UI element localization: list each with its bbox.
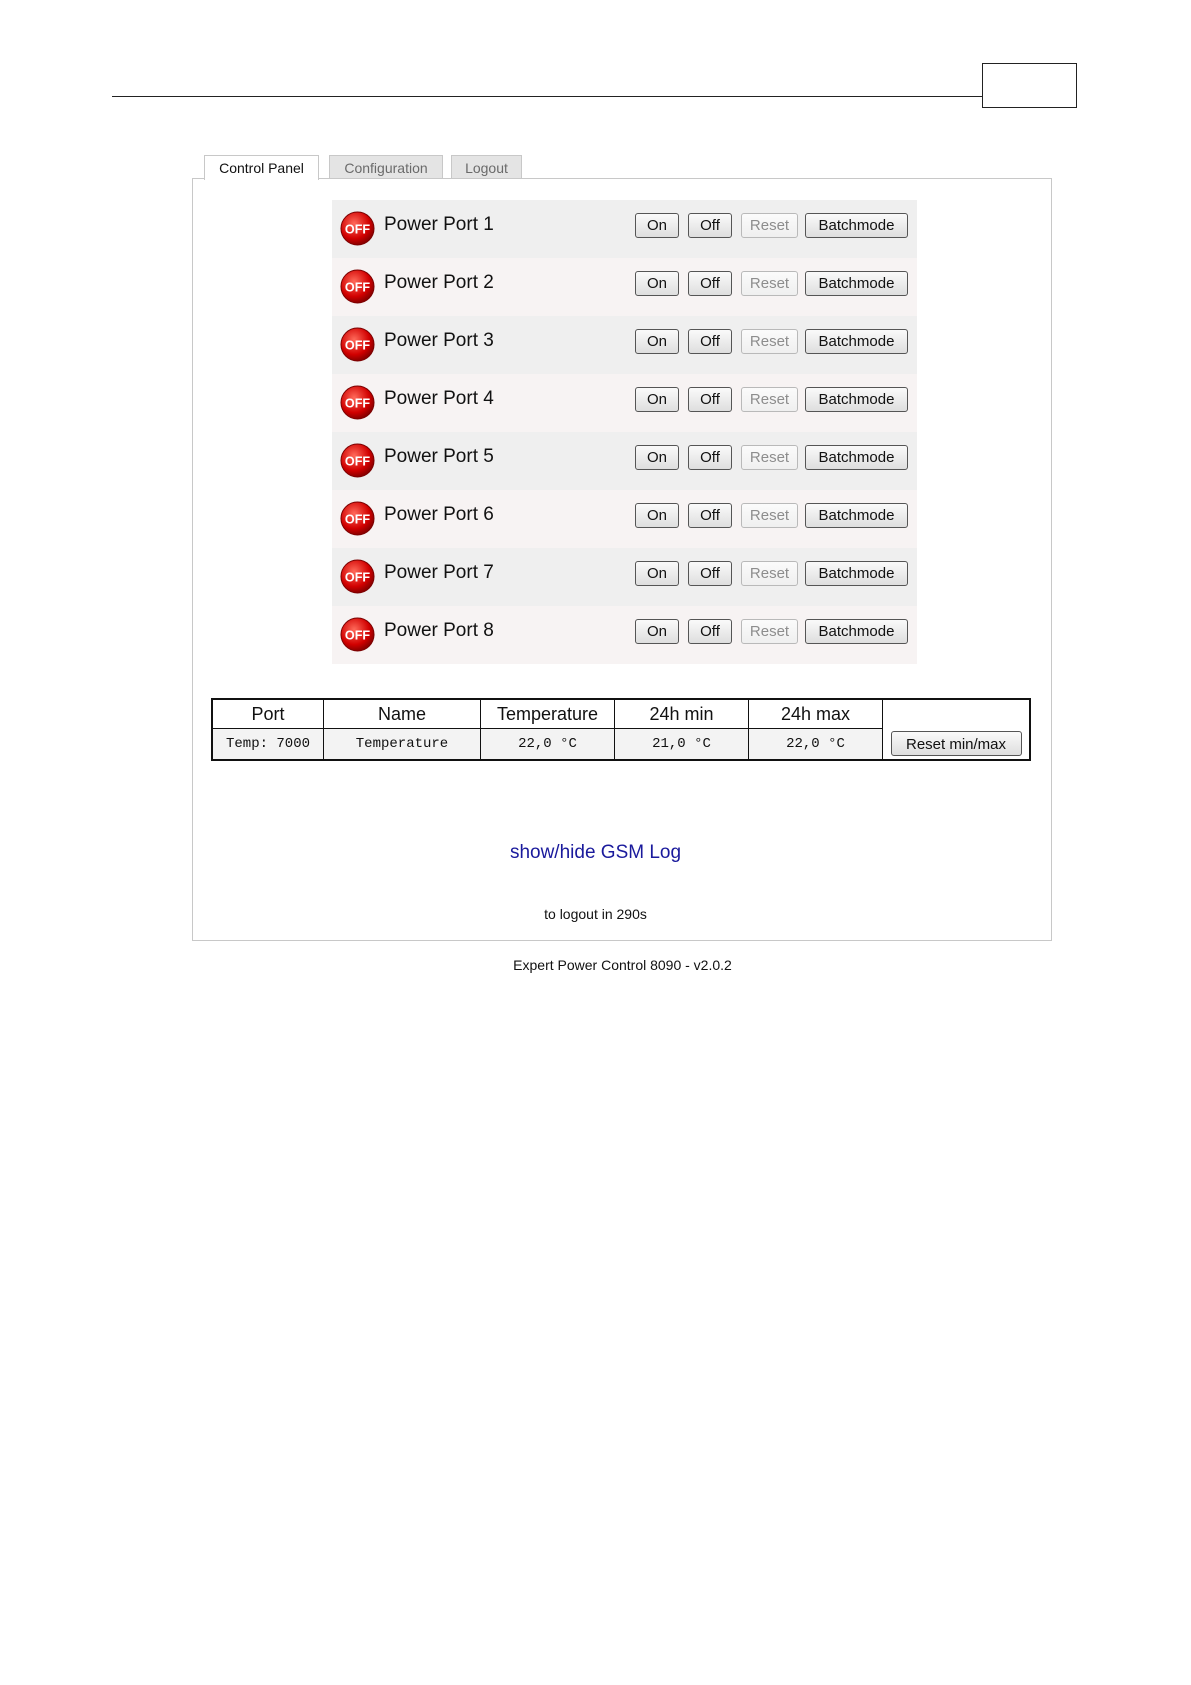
port-label: Power Port 8	[384, 620, 494, 641]
off-button[interactable]: Off	[688, 213, 732, 238]
on-button[interactable]: On	[635, 503, 679, 528]
off-button[interactable]: Off	[688, 271, 732, 296]
off-icon-text: OFF	[344, 280, 371, 295]
off-icon-text: OFF	[344, 570, 371, 585]
port-row	[332, 258, 917, 316]
off-button[interactable]: Off	[688, 445, 732, 470]
port-label: Power Port 3	[384, 330, 494, 351]
reset-min-max-button[interactable]: Reset min/max	[891, 731, 1022, 756]
batchmode-button[interactable]: Batchmode	[805, 503, 908, 528]
page-header-rule	[112, 96, 982, 97]
off-icon-text: OFF	[344, 628, 371, 643]
reset-button: Reset	[741, 387, 798, 412]
column-header-temperature: Temperature	[481, 699, 615, 729]
port-row	[332, 374, 917, 432]
column-header-name: Name	[324, 699, 481, 729]
table-header-row	[212, 699, 1030, 729]
on-button[interactable]: On	[635, 387, 679, 412]
power-off-status-icon	[340, 269, 375, 304]
port-label: Power Port 5	[384, 446, 494, 467]
tab-control-panel[interactable]: Control Panel	[204, 155, 319, 180]
port-label: Power Port 4	[384, 388, 494, 409]
on-button[interactable]: On	[635, 619, 679, 644]
off-button[interactable]: Off	[688, 503, 732, 528]
off-icon-text: OFF	[344, 396, 371, 411]
off-button[interactable]: Off	[688, 619, 732, 644]
tab-configuration[interactable]: Configuration	[329, 155, 443, 179]
on-button[interactable]: On	[635, 445, 679, 470]
on-button[interactable]: On	[635, 213, 679, 238]
reset-button: Reset	[741, 561, 798, 586]
column-header-24h-max: 24h max	[749, 699, 883, 729]
batchmode-button[interactable]: Batchmode	[805, 271, 908, 296]
port-label: Power Port 7	[384, 562, 494, 583]
off-button[interactable]: Off	[688, 561, 732, 586]
cell-temperature: 22,0 °C	[481, 729, 615, 761]
column-header-port: Port	[212, 699, 324, 729]
on-button[interactable]: On	[635, 329, 679, 354]
reset-button: Reset	[741, 619, 798, 644]
port-label: Power Port 1	[384, 214, 494, 235]
power-off-status-icon	[340, 385, 375, 420]
cell-24h-max: 22,0 °C	[749, 729, 883, 761]
port-row	[332, 548, 917, 606]
batchmode-button[interactable]: Batchmode	[805, 387, 908, 412]
on-button[interactable]: On	[635, 271, 679, 296]
temperature-table	[211, 698, 1031, 761]
cell-actions	[883, 729, 1031, 761]
power-off-status-icon	[340, 443, 375, 478]
power-off-status-icon	[340, 501, 375, 536]
tab-logout[interactable]: Logout	[451, 155, 522, 179]
batchmode-button[interactable]: Batchmode	[805, 213, 908, 238]
power-off-status-icon	[340, 327, 375, 362]
off-button[interactable]: Off	[688, 387, 732, 412]
batchmode-button[interactable]: Batchmode	[805, 329, 908, 354]
column-header-actions	[883, 699, 1031, 729]
power-off-status-icon	[340, 617, 375, 652]
reset-button: Reset	[741, 329, 798, 354]
port-label: Power Port 6	[384, 504, 494, 525]
power-off-status-icon	[340, 559, 375, 594]
off-icon-text: OFF	[344, 454, 371, 469]
batchmode-button[interactable]: Batchmode	[805, 561, 908, 586]
port-row	[332, 490, 917, 548]
off-icon-text: OFF	[344, 222, 371, 237]
off-icon-text: OFF	[344, 338, 371, 353]
port-row	[332, 606, 917, 664]
page-number-box	[982, 63, 1077, 108]
footer-version: Expert Power Control 8090 - v2.0.2	[513, 957, 732, 973]
port-row	[332, 200, 917, 258]
reset-button: Reset	[741, 213, 798, 238]
logout-timer: to logout in 290s	[544, 906, 647, 922]
reset-button: Reset	[741, 445, 798, 470]
port-label: Power Port 2	[384, 272, 494, 293]
off-icon-text: OFF	[344, 512, 371, 527]
batchmode-button[interactable]: Batchmode	[805, 619, 908, 644]
table-row	[212, 729, 1030, 761]
port-row	[332, 432, 917, 490]
cell-name: Temperature	[324, 729, 481, 761]
power-off-status-icon	[340, 211, 375, 246]
show-hide-gsm-log-link[interactable]: show/hide GSM Log	[509, 842, 682, 863]
on-button[interactable]: On	[635, 561, 679, 586]
cell-port: Temp: 7000	[212, 729, 324, 761]
reset-button: Reset	[741, 271, 798, 296]
batchmode-button[interactable]: Batchmode	[805, 445, 908, 470]
off-button[interactable]: Off	[688, 329, 732, 354]
reset-button: Reset	[741, 503, 798, 528]
column-header-24h-min: 24h min	[615, 699, 749, 729]
port-row	[332, 316, 917, 374]
cell-24h-min: 21,0 °C	[615, 729, 749, 761]
